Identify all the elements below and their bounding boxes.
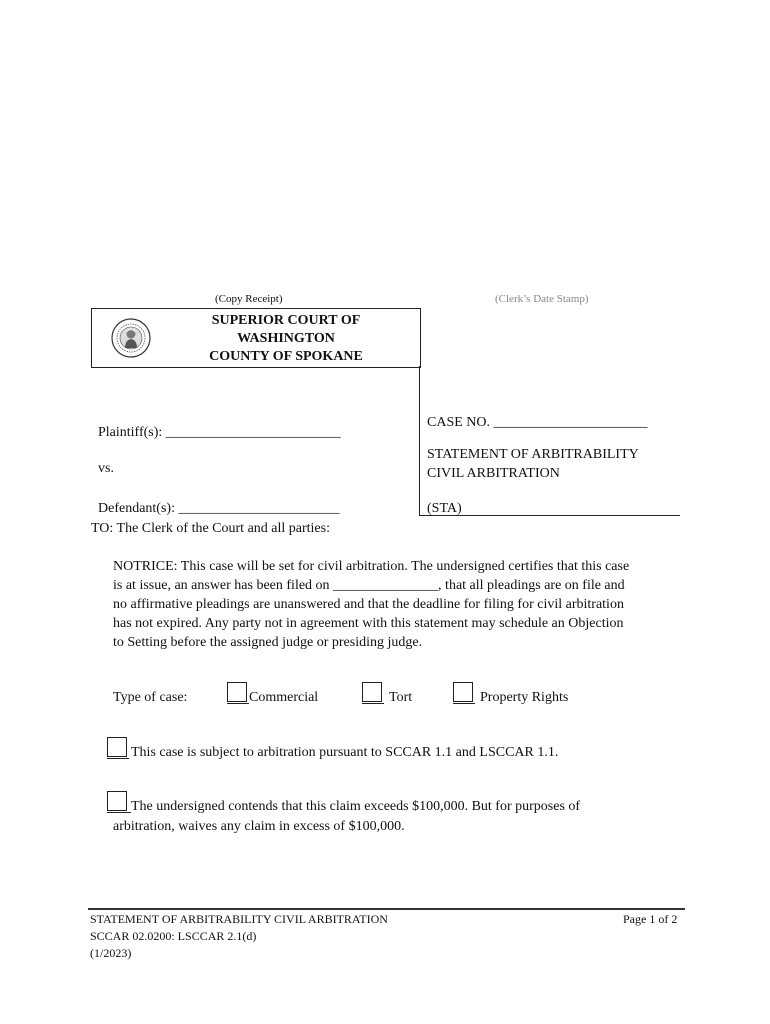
commercial-checkbox-underline bbox=[227, 703, 249, 704]
statement-title-line-2: CIVIL ARBITRATION bbox=[427, 466, 560, 481]
sta-label: (STA) bbox=[427, 501, 462, 516]
exceeds-claim-checkbox[interactable] bbox=[107, 791, 127, 811]
caption-divider bbox=[419, 366, 420, 516]
statement-title-line-1: STATEMENT OF ARBITRABILITY bbox=[427, 447, 639, 462]
court-title-line-3: COUNTY OF SPOKANE bbox=[209, 349, 363, 364]
vs-label: vs. bbox=[98, 461, 114, 476]
footer-date: (1/2023) bbox=[90, 946, 132, 960]
exceeds-claim-line-2: arbitration, waives any claim in excess of $100,000. bbox=[113, 819, 405, 834]
notice-line-4: has not expired. Any party not in agreement with this statement may schedule an Objection bbox=[113, 616, 624, 631]
notice-line-5: to Setting before the assigned judge or presiding judge. bbox=[113, 635, 423, 650]
exceeds-claim-checkbox-underline bbox=[107, 812, 131, 813]
subject-arbitration-checkbox[interactable] bbox=[107, 737, 127, 757]
property-rights-checkbox[interactable] bbox=[453, 682, 473, 702]
footer-rule bbox=[88, 908, 685, 910]
footer-rule-citation: SCCAR 02.0200: LSCCAR 2.1(d) bbox=[90, 929, 257, 943]
clerk-date-stamp-label: (Clerk’s Date Stamp) bbox=[495, 293, 589, 305]
type-of-case-label: Type of case: bbox=[113, 690, 188, 705]
property-rights-checkbox-underline bbox=[453, 703, 475, 704]
tort-label: Tort bbox=[389, 690, 413, 705]
court-title-line-1: SUPERIOR COURT OF bbox=[211, 313, 361, 328]
copy-receipt-label: (Copy Receipt) bbox=[215, 293, 283, 305]
subject-arbitration-statement: This case is subject to arbitration pursuant to SCCAR 1.1 and LSCCAR 1.1. bbox=[131, 745, 559, 760]
state-seal-icon bbox=[111, 318, 151, 358]
court-title bbox=[170, 312, 402, 366]
commercial-checkbox[interactable] bbox=[227, 682, 247, 702]
footer-title: STATEMENT OF ARBITRABILITY CIVIL ARBITRATION bbox=[90, 912, 388, 926]
exceeds-claim-line-1: The undersigned contends that this claim exceeds $100,000. But for purposes of bbox=[131, 799, 581, 814]
property-rights-label: Property Rights bbox=[480, 690, 569, 705]
notice-line-1: NOTRICE: This case will be set for civil arbitration. The undersigned certifies that this case bbox=[113, 559, 630, 574]
to-line: TO: The Clerk of the Court and all parties: bbox=[91, 521, 330, 536]
page-number: Page 1 of 2 bbox=[623, 912, 678, 926]
notice-line-3: no affirmative pleadings are unanswered and that the deadline for filing for civil arbitration bbox=[113, 597, 624, 612]
plaintiff-field[interactable]: Plaintiff(s): _________________________ bbox=[98, 425, 341, 440]
court-title-line-2: WASHINGTON bbox=[237, 331, 335, 346]
tort-checkbox[interactable] bbox=[362, 682, 382, 702]
defendant-field[interactable]: Defendant(s): _______________________ bbox=[98, 501, 340, 516]
notice-line-2: is at issue, an answer has been filed on _______________, that all pleadings are on file and bbox=[113, 578, 625, 593]
commercial-label: Commercial bbox=[249, 690, 319, 705]
tort-checkbox-underline bbox=[362, 703, 384, 704]
case-number-field[interactable]: CASE NO. ______________________ bbox=[427, 415, 648, 430]
subject-arbitration-checkbox-underline bbox=[107, 758, 129, 759]
